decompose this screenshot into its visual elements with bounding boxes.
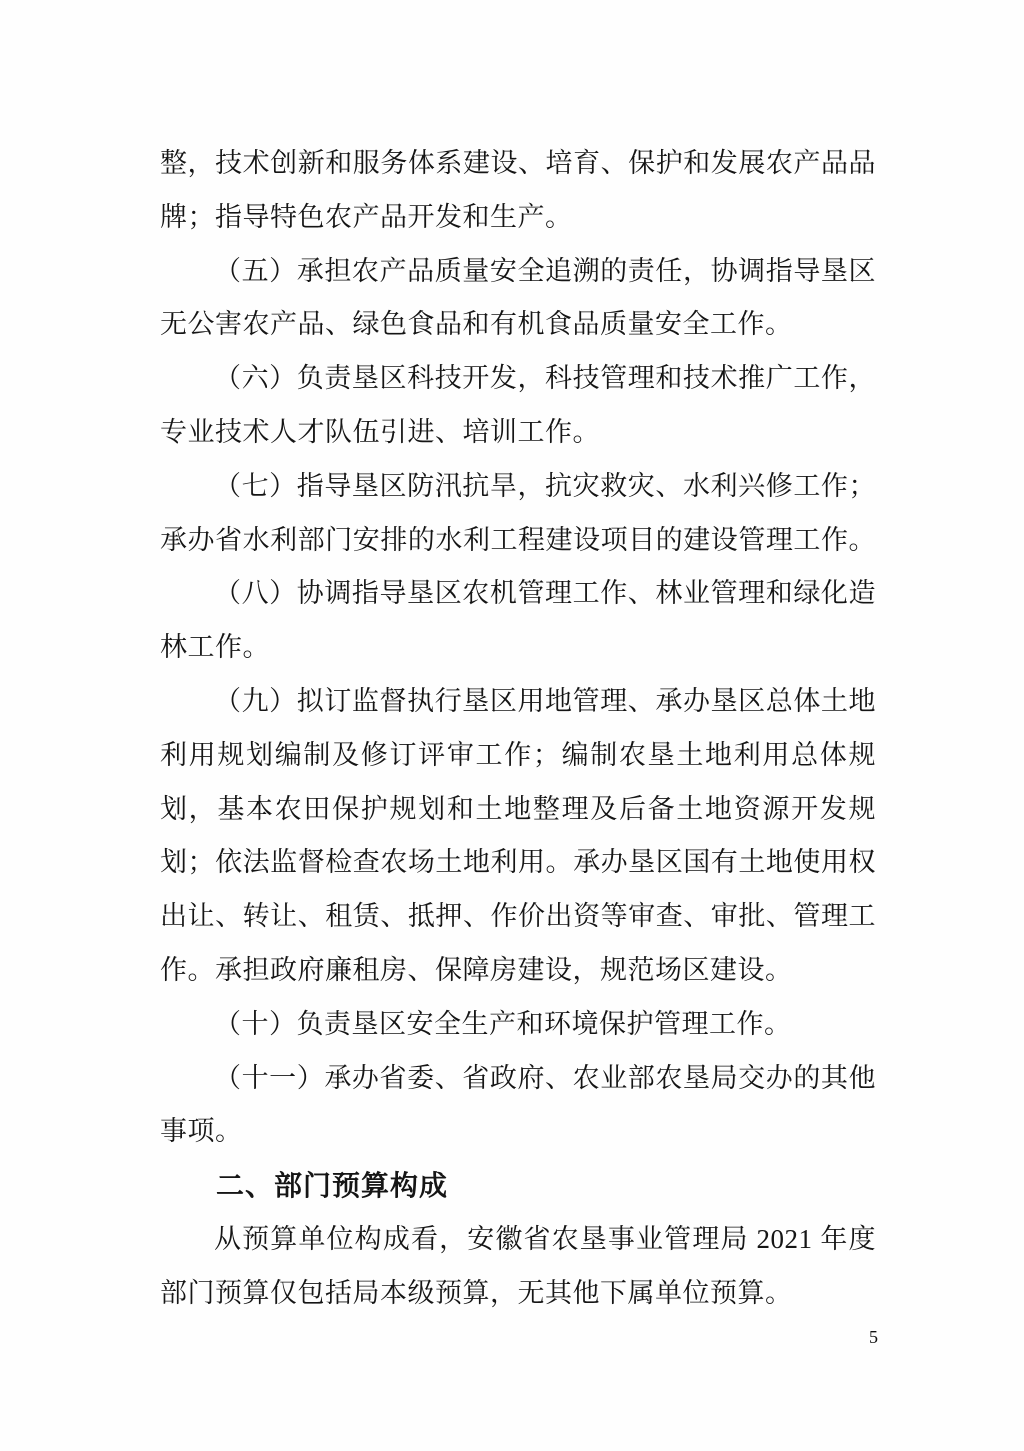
text-line: （八）协调指导垦区农机管理工作、林业管理和绿化造 xyxy=(214,578,876,609)
text-line: （六）负责垦区科技开发，科技管理和技术推广工作， xyxy=(214,363,876,394)
text-line: 林工作。 xyxy=(160,632,270,663)
text-line: （十）负责垦区安全生产和环境保护管理工作。 xyxy=(214,1008,792,1039)
text-line: 整，技术创新和服务体系建设、培育、保护和发展农产品品 xyxy=(160,148,876,178)
text-line: 划，基本农田保护规划和土地整理及后备土地资源开发规 xyxy=(160,793,876,824)
text-line: 利用规划编制及修订评审工作；编制农垦土地利用总体规 xyxy=(160,739,876,770)
text-line: （十一）承办省委、省政府、农业部农垦局交办的其他 xyxy=(214,1062,876,1093)
section-heading: 二、部门预算构成 xyxy=(216,1170,449,1202)
text-line: 出让、转让、租赁、抵押、作价出资等审查、审批、管理工 xyxy=(160,901,876,932)
page-number: 5 xyxy=(869,1327,878,1347)
text-line: 事项。 xyxy=(160,1116,243,1147)
text-line: 专业技术人才队伍引进、培训工作。 xyxy=(160,416,600,447)
text-line: （五）承担农产品质量安全追溯的责任，协调指导垦区 xyxy=(214,255,876,286)
text-line: 承办省水利部门安排的水利工程建设项目的建设管理工作。 xyxy=(160,524,876,555)
text-line: （九）拟订监督执行垦区用地管理、承办垦区总体土地 xyxy=(214,685,876,716)
text-line: （七）指导垦区防汛抗旱，抗灾救灾、水利兴修工作； xyxy=(214,470,876,501)
text-line: 从预算单位构成看，安徽省农垦事业管理局 2021 年度 xyxy=(214,1223,876,1254)
document-body xyxy=(160,137,876,1321)
text-line: 牌；指导特色农产品开发和生产。 xyxy=(160,201,573,232)
text-line: 划；依法监督检查农场土地利用。承办垦区国有土地使用权 xyxy=(160,847,876,878)
text-line: 无公害农产品、绿色食品和有机食品质量安全工作。 xyxy=(160,309,793,340)
text-line: 部门预算仅包括局本级预算，无其他下属单位预算。 xyxy=(160,1277,793,1308)
text-line: 作。承担政府廉租房、保障房建设，规范场区建设。 xyxy=(160,954,793,985)
